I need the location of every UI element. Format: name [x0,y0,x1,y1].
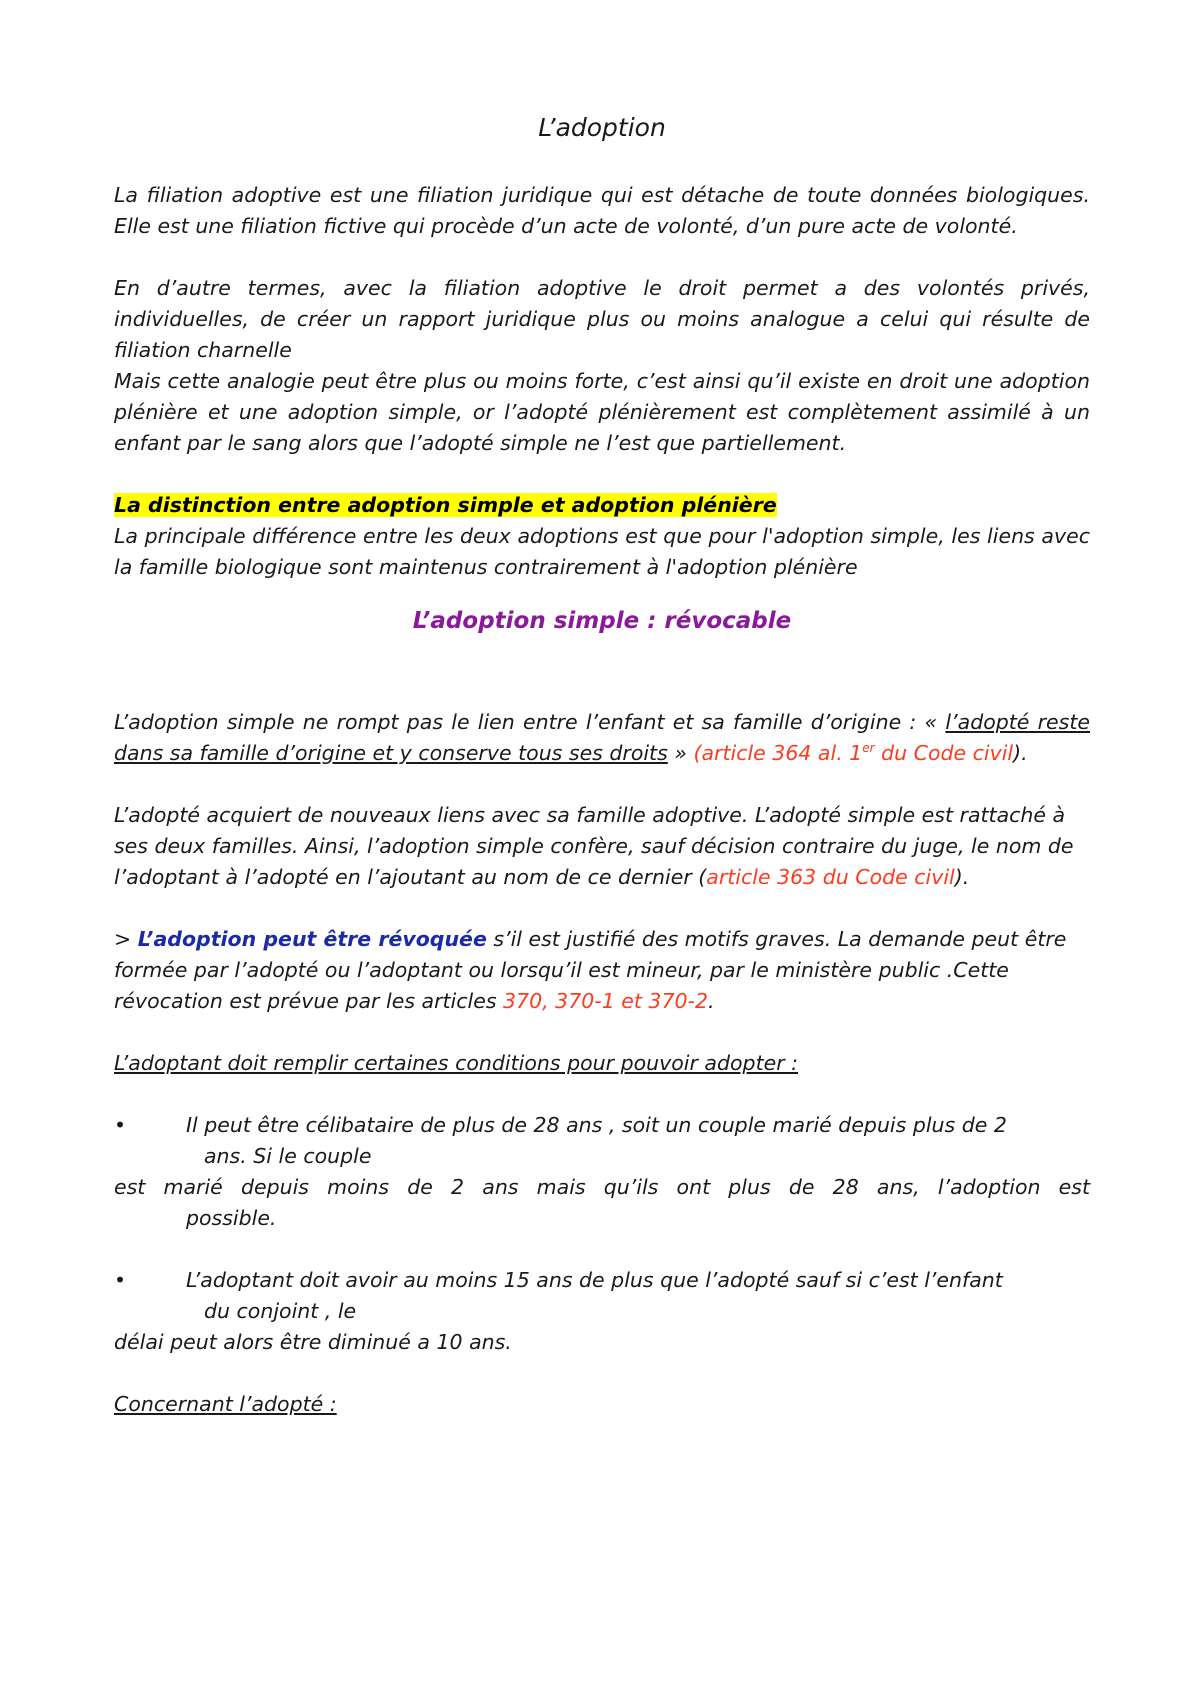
simple-paragraph-3 [114,924,1090,1017]
conditions-heading: L’adoptant doit remplir certaines conditions pour pouvoir adopter : [114,1051,799,1075]
bullet-1-line-4: possible. [186,1206,277,1230]
p1-ref-a: (article 364 al. 1 [693,741,863,765]
intro-paragraph-3: Mais cette analogie peut être plus ou moins forte, c’est ainsi qu’il existe en droit une adoption plénière et une adoption simple, or l’adopté plénièrement est complètement assimilé à un enfant par le sang alors que l’adopté simple ne l’est que partiellement. [114,369,1090,455]
bullet-1-line-1: Il peut être célibataire de plus de 28 ans , soit un couple marié depuis plus de 2 [186,1113,1007,1137]
p1-ref-sup: er [862,741,875,756]
p3-end: . [708,989,715,1013]
p1-end: ). [1013,741,1028,765]
p3-bold: L’adoption peut être révoquée [137,927,487,951]
highlighted-heading: La distinction entre adoption simple et adoption plénière [114,493,777,517]
p1-reference [693,741,1013,765]
simple-paragraph-2 [114,800,1090,893]
bullet-2-line-3: délai peut alors être diminué a 10 ans. [114,1330,512,1354]
distinction-heading [114,490,1090,521]
p1-start: L’adoption simple ne rompt pas le lien entre l’enfant et sa famille d’origine : « [114,710,946,734]
p1-ref-b: du Code civil [874,741,1014,765]
p1-mid: » [667,741,694,765]
bullet-icon: • [114,1113,127,1137]
intro-paragraph-1: La filiation adoptive est une filiation juridique qui est détache de toute données biologiques. Elle est une filiation fictive qui procède d’un acte de volonté, d’un pure acte de volonté. [114,183,1090,238]
condition-bullet-2 [114,1265,1090,1358]
condition-bullet-1 [114,1110,1090,1234]
p3-arrow: > [114,927,138,951]
p1-quote: l’adopté reste dans sa famille d’origine et y conserve tous ses droits [114,710,1090,765]
simple-paragraph-1 [114,707,1090,769]
bullet-2-line-1: L’adoptant doit avoir au moins 15 ans de plus que l’adopté sauf si c’est l’enfant [186,1268,1003,1292]
p3-reference: 370, 370-1 et 370-2 [503,989,708,1013]
intro-paragraph-2: En d’autre termes, avec la filiation adoptive le droit permet a des volontés privés, individuelles, de créer un rapport juridique plus ou moins analogue a celui qui résulte de filiation charnelle [114,276,1090,362]
adopte-heading: Concernant l’adopté : [114,1392,337,1416]
p2-reference: article 363 du Code civil [706,865,955,889]
p2-start: L’adopté acquiert de nouveaux liens avec sa famille adoptive. L’adopté simple est rattaché à ses deux familles. Ainsi, l’adoption simple confère, sauf décision contraire du juge, le nom de l’adoptant à l’adopté en l’ajoutant au nom de ce dernier ( [114,803,1074,889]
bullet-1-line-2: ans. Si le couple [204,1144,372,1168]
p2-end: ). [954,865,970,889]
bullet-2-line-2: du conjoint , le [204,1299,357,1323]
document-title: L’adoption [538,113,666,142]
section-heading-simple: L’adoption simple : révocable [412,608,792,634]
p3-text: s’il est justifié des motifs graves. La demande peut être formée par l’adopté ou l’adoptant ou lorsqu’il est mineur, par le ministère public .Cette révocation est prévue par les articles [114,927,1067,1013]
distinction-text: La principale différence entre les deux adoptions est que pour l'adoption simple, les liens avec la famille biologique sont maintenus contrairement à l'adoption plénière [114,524,1090,579]
bullet-icon: • [114,1268,127,1292]
bullet-1-line-3: est marié depuis moins de 2 ans mais qu’ils ont plus de 28 ans, l’adoption est [114,1175,1090,1199]
